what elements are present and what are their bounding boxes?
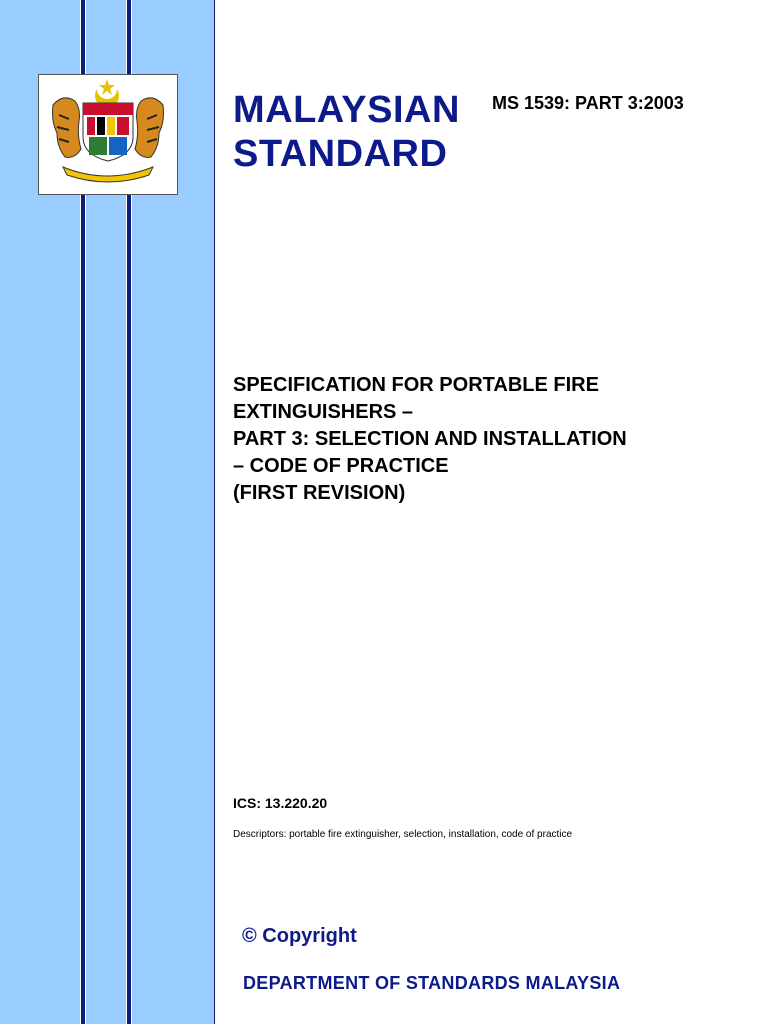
coat-of-arms-icon [39, 75, 177, 194]
spec-line: (FIRST REVISION) [233, 482, 406, 504]
descriptors-text: Descriptors: portable fire extinguisher, selection, installation, code of practice [233, 829, 573, 840]
title-line-1: MALAYSIAN [233, 89, 460, 131]
document-title [233, 88, 460, 176]
spec-line: SPECIFICATION FOR PORTABLE FIRE [233, 374, 599, 396]
standard-number: MS 1539: PART 3:2003 [492, 93, 684, 113]
spec-line: – CODE OF PRACTICE [233, 455, 449, 477]
spec-line: PART 3: SELECTION AND INSTALLATION [233, 428, 627, 450]
department-name: DEPARTMENT OF STANDARDS MALAYSIA [243, 973, 621, 993]
copyright-notice: © Copyright [242, 925, 357, 947]
ics-code: ICS: 13.220.20 [233, 795, 328, 811]
spec-line: EXTINGUISHERS – [233, 401, 414, 423]
specification-title [233, 372, 733, 507]
title-line-2: STANDARD [233, 133, 448, 175]
coat-of-arms-emblem [38, 74, 178, 195]
